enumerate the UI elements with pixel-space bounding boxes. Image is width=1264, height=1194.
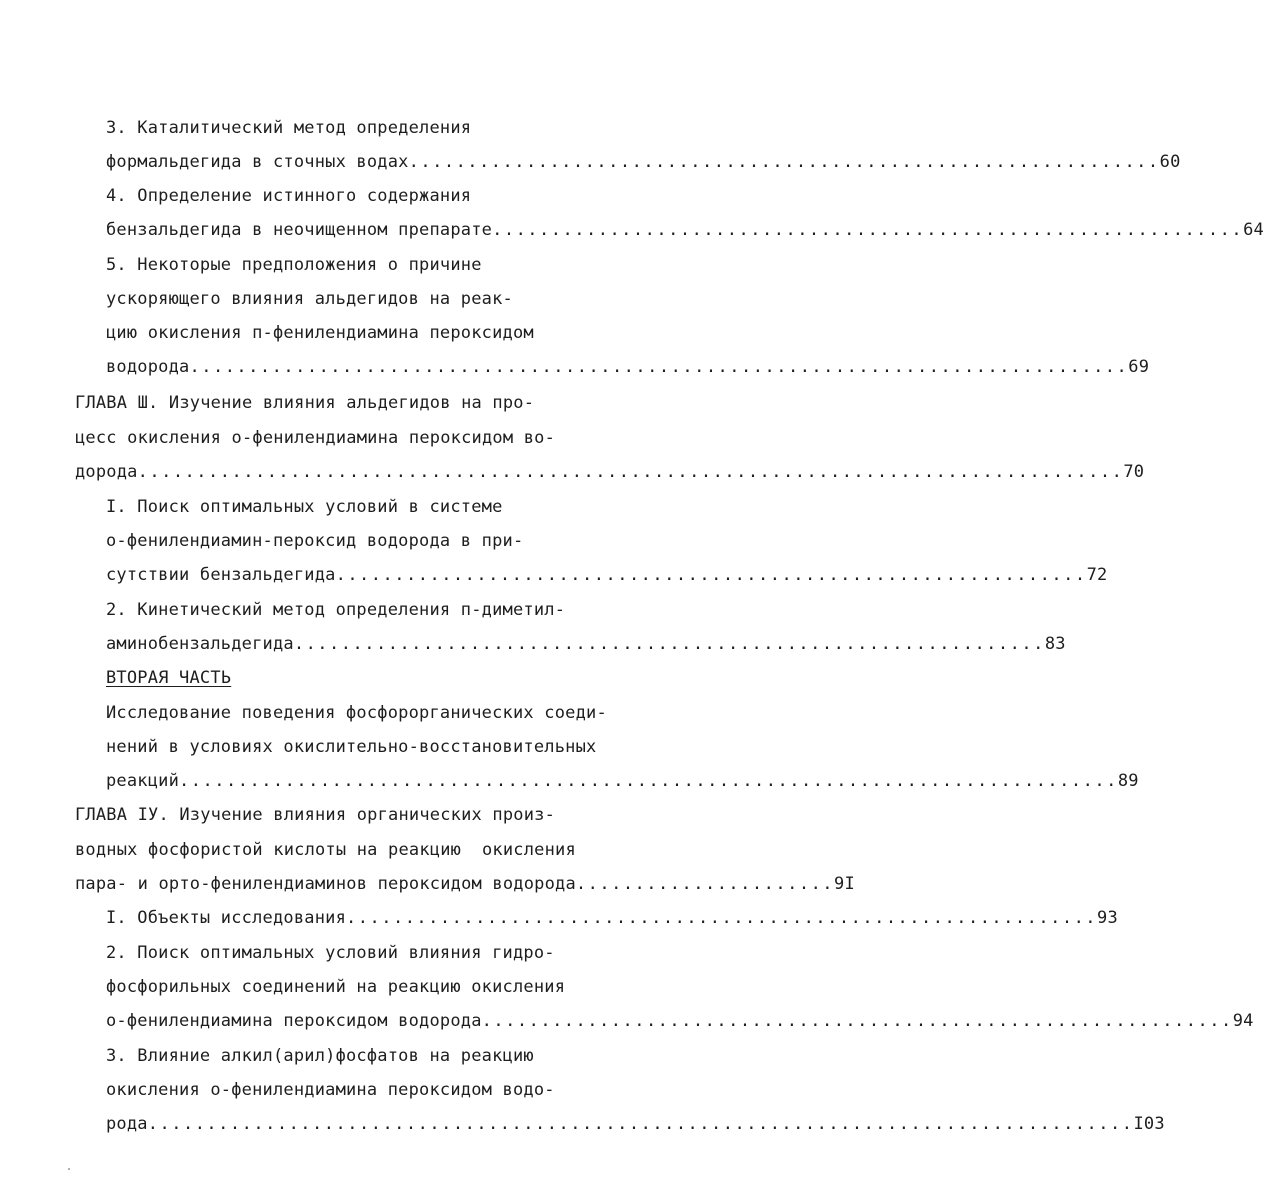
toc-part2-page: 89	[1117, 771, 1139, 791]
toc-c4s1-page: 93	[1097, 908, 1118, 928]
toc-c3s1-title: сутствии бензальдегида	[106, 565, 336, 585]
toc-c3s2-page: 83	[1044, 634, 1066, 654]
toc-ch4-line2: водных фосфористой кислоты на реакцию окисления	[75, 840, 576, 860]
toc-c3s1-page: 72	[1086, 565, 1108, 585]
toc-c3s2-title: аминобензальдегида	[106, 634, 294, 654]
toc-part2-line2: нений в условиях окислительно-восстановительных	[106, 737, 597, 757]
toc-entry-c4s2	[106, 1010, 1254, 1032]
toc-part2-line1: Исследование поведения фосфорорганических соеди-	[106, 703, 607, 723]
toc-s5-line1: 5. Некоторые предположения о причине	[106, 255, 482, 275]
toc-c4s1-title: I. Объекты исследования	[106, 908, 347, 928]
toc-entry-s3	[106, 151, 1181, 173]
toc-s3-line1: 3. Каталитический метод определения	[106, 118, 472, 138]
leader-dots: ................................................................	[492, 220, 1244, 240]
leader-dots: ......................	[575, 874, 835, 894]
toc-ch3-line1: ГЛАВА Ш. Изучение влияния альдегидов на про-	[75, 393, 535, 413]
toc-entry-ch4	[75, 873, 855, 895]
toc-c4s2-title: о-фенилендиамина пероксидом водорода	[106, 1011, 482, 1031]
toc-s4-page: 64	[1243, 220, 1264, 240]
scan-speck	[68, 1168, 70, 1170]
toc-c3s1-line2: о-фенилендиамин-пероксид водорода в при-	[106, 531, 524, 551]
toc-ch3-page: 70	[1123, 462, 1145, 482]
toc-c4s2-line1: 2. Поиск оптимальных условий влияния гидро-	[106, 943, 555, 963]
leader-dots: ................................................................	[293, 634, 1045, 654]
toc-s5-page: 69	[1128, 357, 1150, 377]
toc-ch4-title: пара- и орто-фенилендиаминов пероксидом водорода	[75, 874, 576, 894]
toc-s3-page: 60	[1159, 152, 1181, 172]
toc-c3s1-line1: I. Поиск оптимальных условий в системе	[106, 497, 503, 517]
toc-s4-line1: 4. Определение истинного содержания	[106, 186, 472, 206]
toc-ch3-title: дорода	[75, 462, 138, 482]
toc-part2-title: реакций	[106, 771, 180, 791]
leader-dots: ................................................................	[335, 565, 1087, 585]
leader-dots: ....................................................................................	[137, 462, 1124, 482]
leader-dots: ................................................................................	[189, 357, 1129, 377]
toc-c4s3-line1: 3. Влияние алкил(арил)фосфатов на реакцию	[106, 1046, 534, 1066]
toc-entry-s5	[106, 356, 1150, 378]
toc-c4s3-line2: окисления о-фенилендиамина пероксидом водо-	[106, 1080, 555, 1100]
toc-entry-c3s2	[106, 633, 1066, 655]
part2-heading: ВТОРАЯ ЧАСТЬ	[106, 668, 232, 688]
toc-c4s3-page: I03	[1133, 1114, 1165, 1134]
toc-ch4-line1: ГЛАВА IУ. Изучение влияния органических произ-	[75, 805, 556, 825]
leader-dots: ................................................................	[481, 1011, 1233, 1031]
toc-c4s2-line2: фосфорильных соединений на реакцию окисления	[106, 977, 566, 997]
toc-c4s3-title: рода	[106, 1114, 148, 1134]
leader-dots: ....................................................................................	[147, 1114, 1134, 1134]
toc-c3s2-line1: 2. Кинетический метод определения п-диметил-	[106, 600, 566, 620]
toc-entry-ch3	[75, 461, 1145, 483]
leader-dots: ................................................................	[408, 152, 1160, 172]
toc-entry-s4	[106, 219, 1264, 241]
leader-dots: ................................................................	[346, 908, 1098, 928]
leader-dots: ................................................................................	[179, 771, 1118, 791]
toc-c4s2-page: 94	[1232, 1011, 1254, 1031]
toc-s5-title: водорода	[106, 357, 190, 377]
toc-ch3-line2: цесс окисления о-фенилендиамина пероксидом во-	[75, 428, 556, 448]
toc-entry-c4s1	[106, 907, 1118, 929]
toc-s5-line3: цию окисления п-фенилендиамина пероксидом	[106, 323, 534, 343]
toc-entry-c4s3	[106, 1113, 1165, 1135]
toc-s4-title: бензальдегида в неочищенном препарате	[106, 220, 493, 240]
toc-entry-c3s1	[106, 564, 1108, 586]
toc-s3-title: формальдегида в сточных водах	[106, 152, 409, 172]
toc-entry-part2	[106, 770, 1139, 792]
toc-ch4-page: 9I	[834, 874, 855, 894]
toc-s5-line2: ускоряющего влияния альдегидов на реак-	[106, 289, 513, 309]
